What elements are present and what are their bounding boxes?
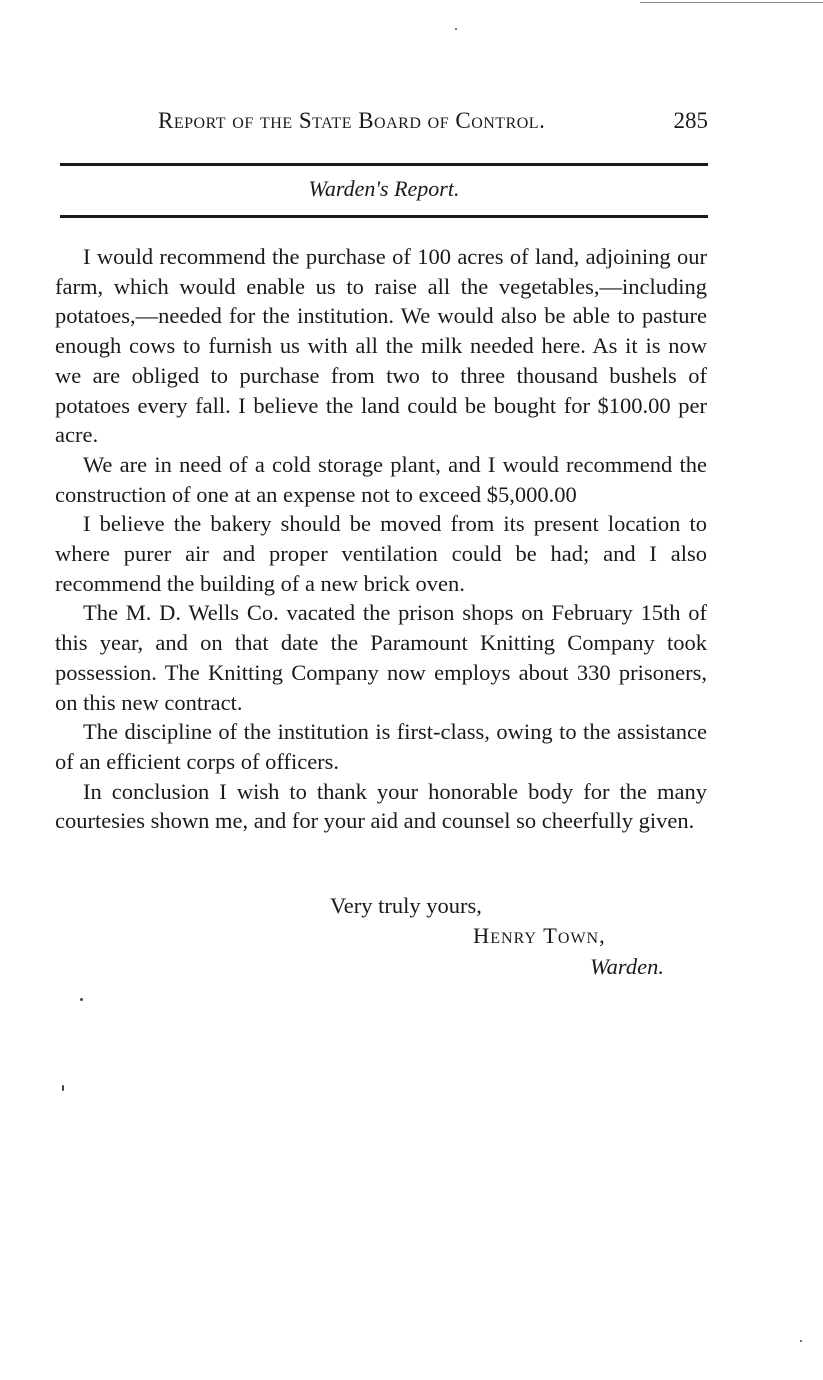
signer-role: Warden.	[590, 954, 664, 979]
running-header	[60, 108, 708, 142]
running-title: Report of the State Board of Control.	[158, 108, 546, 133]
paragraph-knitting-contract: The M. D. Wells Co. vacated the prison shops on February 15th of this year, and on that date the Paramount Knitting Company took possession. The Knitting Company now employs about 330 prisoners, on this new contract.	[55, 600, 707, 715]
paragraph-bakery: I believe the bakery should be moved from its present location to where purer air and proper ventilation could be had; and I also recommend the building of a new brick oven.	[55, 511, 707, 596]
header-rule-bottom	[60, 215, 708, 218]
closing-valediction: Very truly yours,	[330, 893, 482, 918]
section-title: Warden's Report.	[308, 176, 460, 201]
scan-speck	[455, 28, 457, 30]
report-body	[55, 242, 707, 836]
paragraph-land-purchase: I would recommend the purchase of 100 acres of land, adjoining our farm, which would enable us to raise all the vegetables,—including potatoes,—needed for the institution. We would also be able to pasture enough cows to furnish us with all the milk needed here. As it is now we are obliged to purchase from two to three thousand bushels of potatoes every fall. I believe the land could be bought for $100.00 per acre.	[55, 244, 707, 448]
paragraph-discipline: The discipline of the institution is first-class, owing to the assistance of an efficient corps of officers.	[55, 719, 707, 774]
scan-speck	[80, 998, 83, 1001]
header-rule-top	[60, 163, 708, 166]
scan-speck	[62, 1085, 64, 1091]
page-edge-line	[640, 2, 823, 3]
signer-name: Henry Town,	[473, 923, 606, 948]
paragraph-conclusion: In conclusion I wish to thank your honorable body for the many courtesies shown me, and for your aid and counsel so cheerfully given.	[55, 778, 707, 834]
paragraph-cold-storage: We are in need of a cold storage plant, and I would recommend the construction of one at an expense not to exceed $5,000.00	[55, 451, 707, 507]
page-number: 285	[673, 108, 708, 133]
scan-speck	[800, 1340, 802, 1342]
